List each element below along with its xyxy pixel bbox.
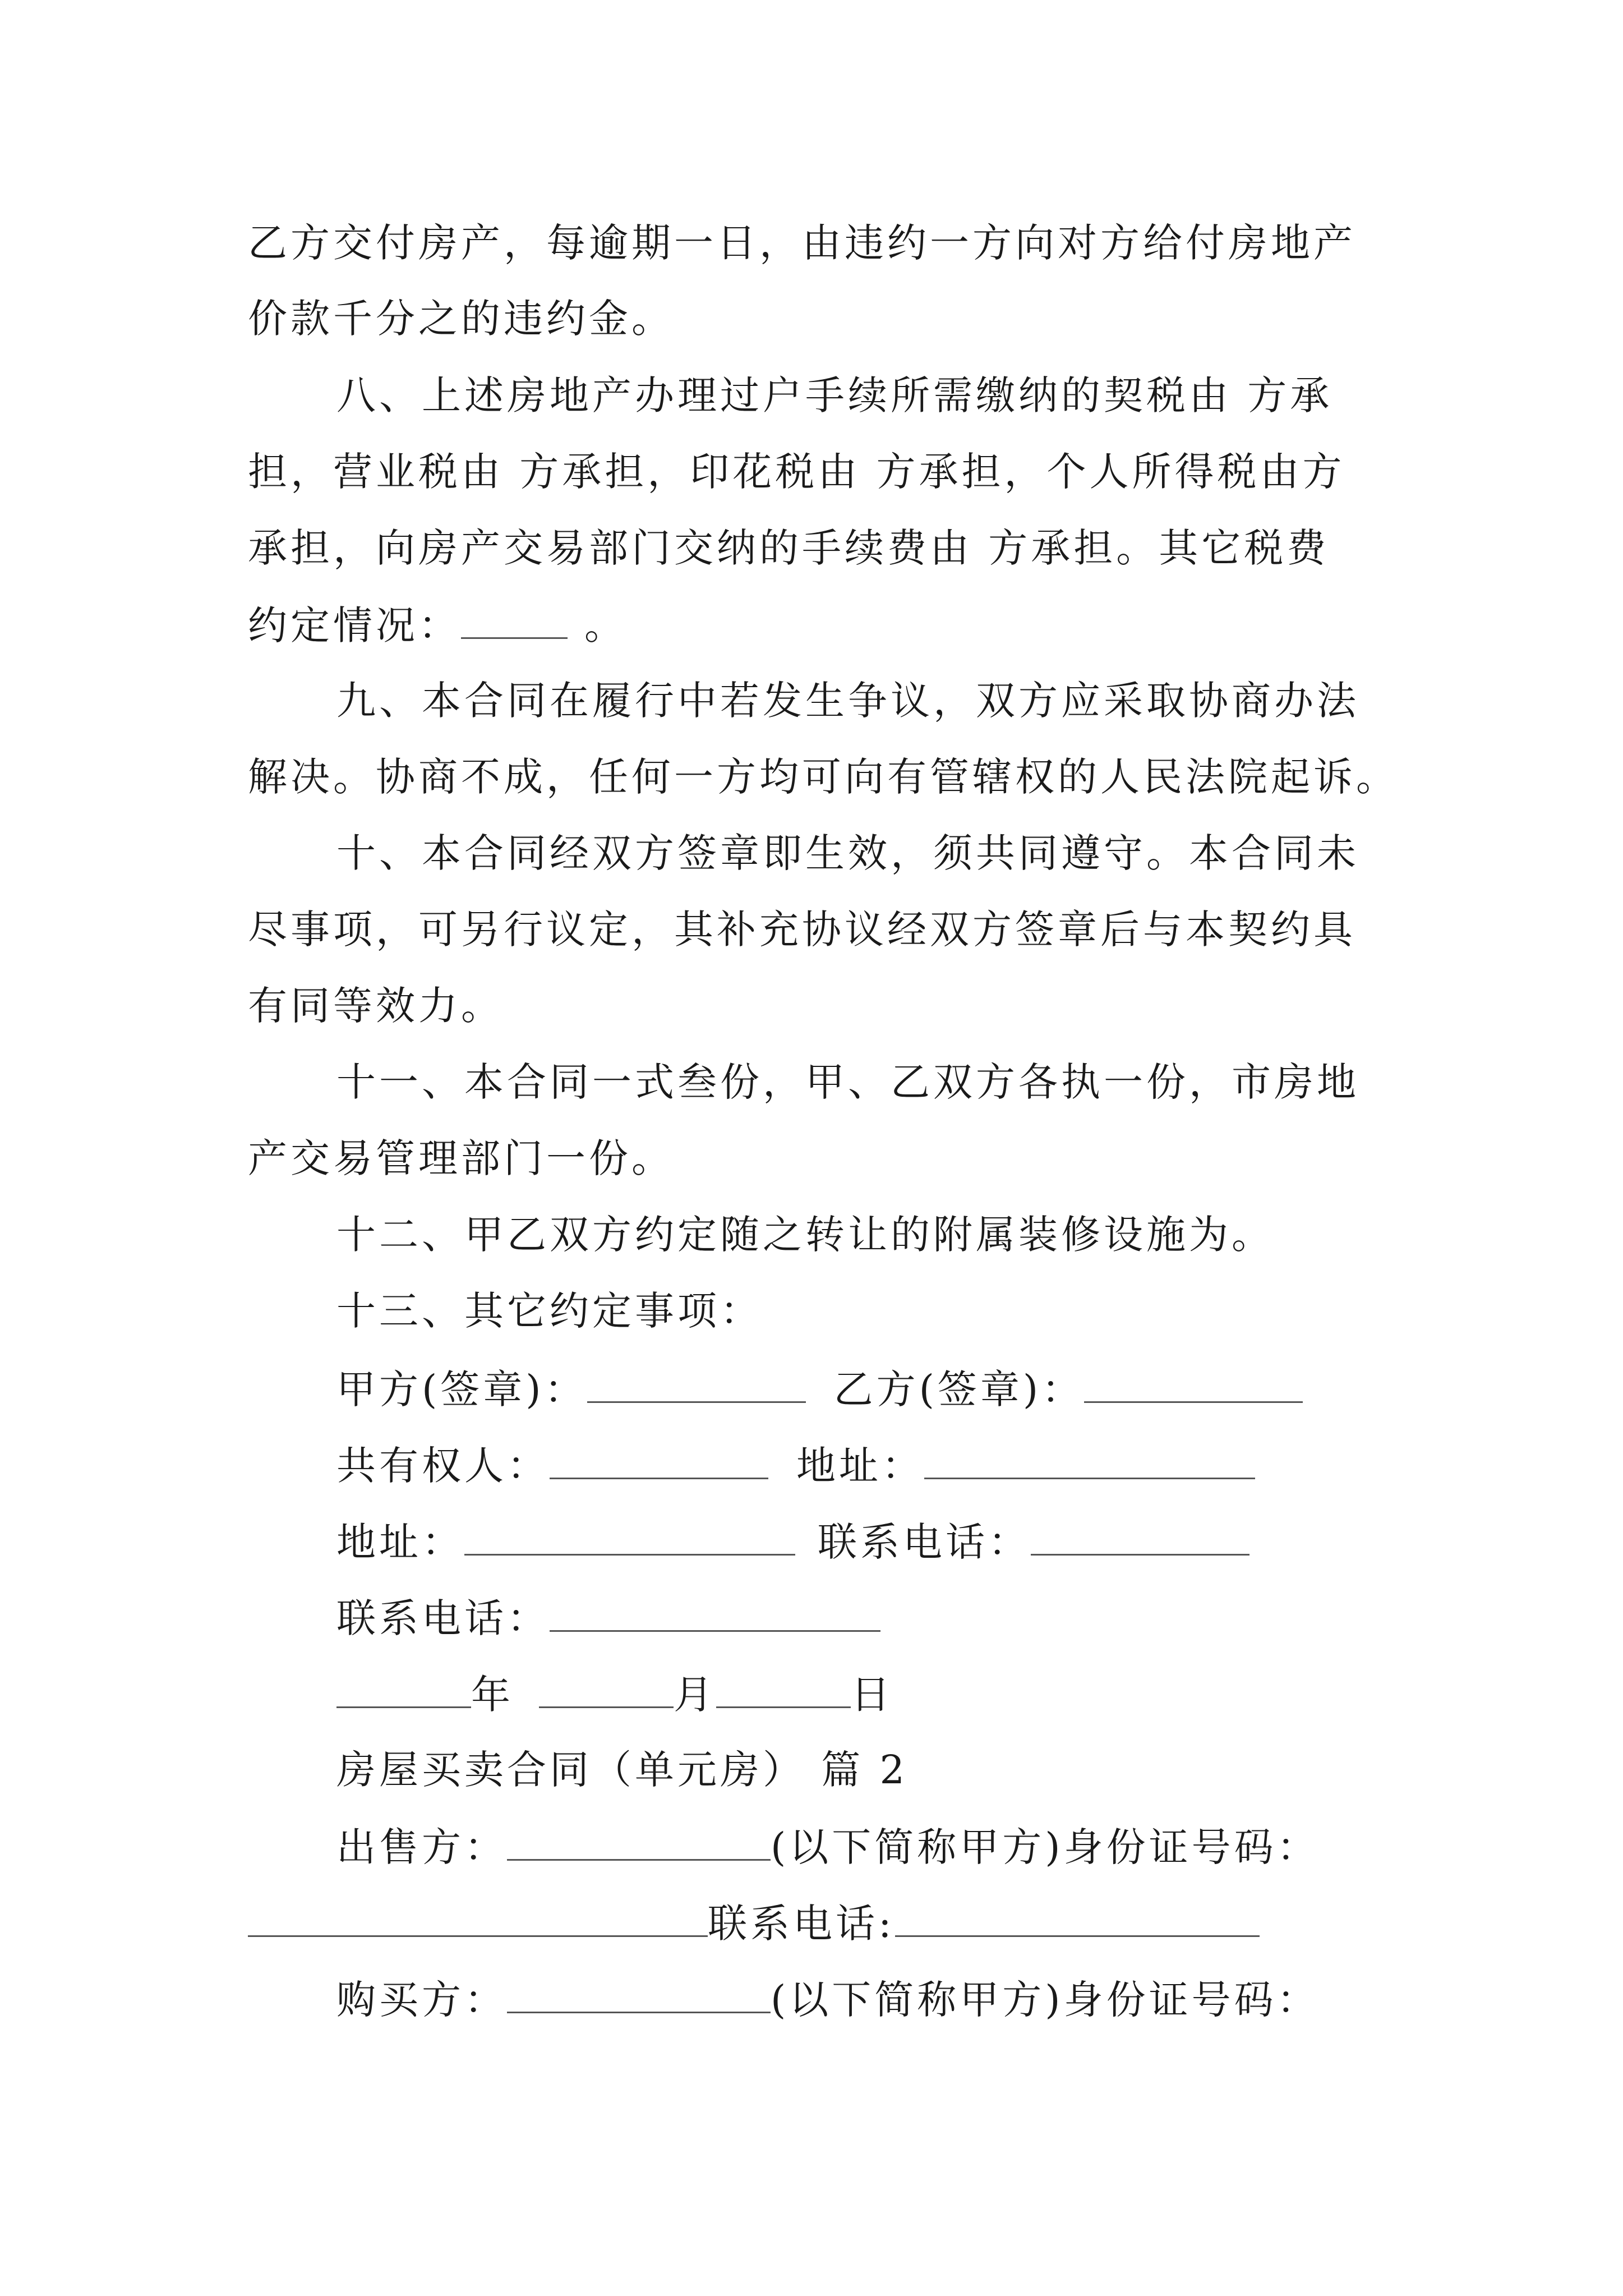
clause-7-line-1: 乙方交付房产，每逾期一日，由违约一方向对方给付房地产 [248, 220, 1356, 266]
day-label: 日 [851, 1672, 893, 1718]
buyer-suffix: (以下简称甲方)身份证号码： [771, 1977, 1320, 2023]
signature-row-2 [336, 1443, 1255, 1489]
party-b-address-blank [924, 1445, 1255, 1479]
party-a-phone-blank [550, 1598, 880, 1632]
seller-label: 出售方： [336, 1824, 507, 1870]
buyer-label: 购买方： [336, 1977, 507, 2023]
party-b-phone-blank [1031, 1521, 1249, 1556]
signature-row-1 [336, 1366, 1303, 1412]
party-b-signature-label: 乙方(签章)： [833, 1366, 1085, 1412]
clause-8-line-1: 八、上述房地产办理过户手续所需缴纳的契税由 方承 [336, 372, 1333, 418]
clause-9-line-1: 九、本合同在履行中若发生争议，双方应采取协商办法 [336, 678, 1359, 724]
seller-phone-blank [895, 1903, 1260, 1937]
month-blank [539, 1674, 674, 1708]
party-a-signature-label: 甲方(签章)： [336, 1366, 587, 1412]
tax-agreement-blank [461, 605, 568, 639]
signature-row-3 [336, 1519, 1249, 1565]
clause-8-line-4 [248, 602, 627, 648]
party-b-phone-label: 联系电话： [818, 1519, 1031, 1565]
clause-8-line-3: 承担，向房产交易部门交纳的手续费由 方承担。其它税费 [248, 525, 1330, 571]
clause-11-line-2: 产交易管理部门一份。 [248, 1135, 674, 1181]
month-label: 月 [674, 1672, 716, 1718]
seller-name-blank [507, 1826, 771, 1861]
tax-agreement-label: 约定情况： [248, 602, 461, 648]
clause-12: 十二、甲乙双方约定随之转让的附属装修设施为。 [336, 1212, 1274, 1258]
date-row [336, 1672, 893, 1718]
clause-9-line-2: 解决。协商不成，任何一方均可向有管辖权的人民法院起诉。 [248, 754, 1399, 800]
party-a-address-label: 地址： [336, 1519, 464, 1565]
clause-11-line-1: 十一、本合同一式叁份，甲、乙双方各执一份，市房地 [336, 1059, 1359, 1105]
party-a-address-blank [464, 1521, 795, 1556]
party-a-signature-blank [587, 1369, 806, 1403]
clause-7-line-2: 价款千分之的违约金。 [248, 296, 674, 342]
seller-suffix: (以下简称甲方)身份证号码： [771, 1824, 1320, 1870]
clause-10-line-3: 有同等效力。 [248, 983, 504, 1029]
seller-id-phone-row [248, 1901, 1260, 1947]
day-blank [716, 1674, 851, 1708]
co-owner-blank [550, 1445, 768, 1479]
buyer-name-blank [507, 1979, 771, 2013]
year-blank [336, 1674, 471, 1708]
clause-13: 十三、其它约定事项： [336, 1288, 763, 1334]
tax-agreement-end: 。 [584, 602, 627, 648]
year-label: 年 [471, 1672, 514, 1718]
party-a-phone-label: 联系电话： [336, 1595, 550, 1641]
party-b-signature-blank [1084, 1369, 1303, 1403]
clause-10-line-2: 尽事项，可另行议定，其补充协议经双方签章后与本契约具 [248, 907, 1356, 953]
seller-row [336, 1824, 1320, 1870]
seller-id-blank [248, 1903, 708, 1937]
party-b-address-label: 地址： [796, 1443, 924, 1489]
clause-10-line-1: 十、本合同经双方签章即生效，须共同遵守。本合同未 [336, 830, 1359, 876]
buyer-row [336, 1977, 1320, 2023]
section-2-title: 房屋买卖合同（单元房） 篇 2 [336, 1747, 909, 1793]
co-owner-label: 共有权人： [336, 1443, 550, 1489]
seller-phone-label: 联系电话: [708, 1901, 895, 1947]
signature-row-4 [336, 1595, 880, 1641]
clause-8-line-2: 担，营业税由 方承担，印花税由 方承担，个人所得税由方 [248, 449, 1345, 495]
